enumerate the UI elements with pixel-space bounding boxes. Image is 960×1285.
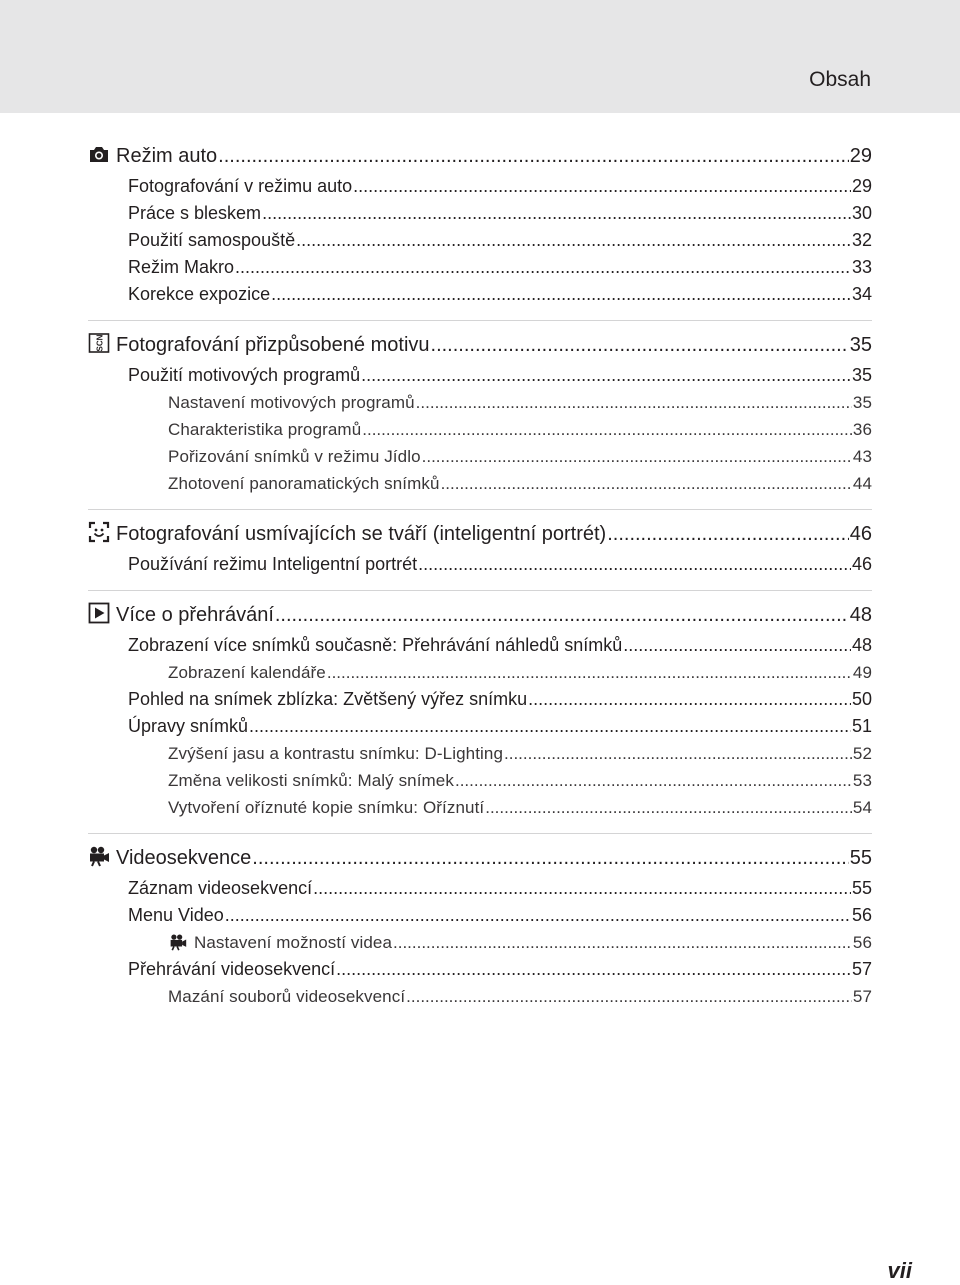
dot-leader xyxy=(607,519,849,548)
page-header xyxy=(0,0,960,113)
toc-entry-page: 57 xyxy=(852,987,872,1006)
dot-leader xyxy=(296,227,851,254)
toc-entry[interactable] xyxy=(88,794,872,821)
smile-portrait-icon xyxy=(88,521,110,543)
toc-entry-page: 56 xyxy=(851,905,872,925)
toc-section xyxy=(88,833,872,1010)
movie-camera-icon xyxy=(168,933,188,951)
toc-entry-label: Mazání souborů videosekvencí xyxy=(168,987,406,1006)
dot-leader xyxy=(225,902,851,929)
toc-entry[interactable] xyxy=(88,200,872,227)
toc-section xyxy=(88,140,872,308)
dot-leader xyxy=(271,281,851,308)
toc-entry-label: Menu Video xyxy=(128,905,224,925)
dot-leader xyxy=(416,389,852,416)
toc-entry-label: Více o přehrávání xyxy=(116,604,274,626)
toc-entry-page: 55 xyxy=(849,847,872,869)
toc-entry-label: Práce s bleskem xyxy=(128,203,262,223)
toc-entry[interactable] xyxy=(88,551,872,578)
dot-leader xyxy=(623,632,851,659)
toc-entry[interactable] xyxy=(88,929,872,956)
toc-entry-page: 48 xyxy=(851,635,872,655)
toc-entry-label: Fotografování usmívajících se tváří (inteligentní portrét) xyxy=(116,523,607,545)
toc-entry[interactable] xyxy=(88,362,872,389)
dot-leader xyxy=(249,713,851,740)
toc-entry-page: 49 xyxy=(852,663,872,682)
dot-leader xyxy=(313,875,851,902)
table-of-contents xyxy=(88,140,872,1010)
toc-entry-page: 29 xyxy=(849,145,872,167)
toc-entry[interactable] xyxy=(88,659,872,686)
toc-entry-page: 34 xyxy=(851,284,872,304)
dot-leader xyxy=(393,929,852,956)
toc-entry-label: Použití samospouště xyxy=(128,230,296,250)
toc-entry-label: Přehrávání videosekvencí xyxy=(128,959,336,979)
toc-entry-label: Režim Makro xyxy=(128,257,235,277)
toc-entry-label: Zvýšení jasu a kontrastu snímku: D-Lighting xyxy=(168,744,504,763)
dot-leader xyxy=(327,659,852,686)
dot-leader xyxy=(262,200,851,227)
dot-leader xyxy=(362,416,852,443)
toc-entry-page: 50 xyxy=(851,689,872,709)
toc-entry-page: 46 xyxy=(851,554,872,574)
toc-entry[interactable] xyxy=(88,767,872,794)
toc-section xyxy=(88,509,872,578)
toc-entry-label: Úpravy snímků xyxy=(128,716,249,736)
toc-entry-page: 57 xyxy=(851,959,872,979)
toc-entry-page: 56 xyxy=(852,933,872,952)
toc-entry-label: Zobrazení více snímků současně: Přehrávání náhledů snímků xyxy=(128,635,623,655)
toc-entry-page: 55 xyxy=(851,878,872,898)
toc-entry-label: Používání režimu Inteligentní portrét xyxy=(128,554,418,574)
dot-leader xyxy=(235,254,851,281)
toc-entry-label: Fotografování přizpůsobené motivu xyxy=(116,334,430,356)
toc-entry-label: Korekce expozice xyxy=(128,284,271,304)
toc-entry-page: 44 xyxy=(852,474,872,493)
toc-entry[interactable] xyxy=(88,470,872,497)
dot-leader xyxy=(275,600,849,629)
camera-icon xyxy=(88,143,110,165)
dot-leader xyxy=(528,686,851,713)
dot-leader xyxy=(504,740,852,767)
toc-entry-page: 32 xyxy=(851,230,872,250)
toc-entry-label: Fotografování v režimu auto xyxy=(128,176,353,196)
dot-leader xyxy=(455,767,852,794)
dot-leader xyxy=(406,983,852,1010)
dot-leader xyxy=(336,956,851,983)
toc-entry[interactable] xyxy=(88,983,872,1010)
toc-section-heading[interactable] xyxy=(88,518,872,548)
svg-text:SCN: SCN xyxy=(95,334,105,352)
dot-leader xyxy=(418,551,851,578)
toc-entry[interactable] xyxy=(88,875,872,902)
toc-entry-label: Nastavení motivových programů xyxy=(168,393,415,412)
page-number: vii xyxy=(887,1258,912,1283)
toc-section xyxy=(88,590,872,821)
dot-leader xyxy=(361,362,851,389)
dot-leader xyxy=(441,470,852,497)
toc-section xyxy=(88,320,872,497)
toc-entry-page: 35 xyxy=(852,393,872,412)
toc-entry-page: 36 xyxy=(852,420,872,439)
toc-entry[interactable] xyxy=(88,281,872,308)
movie-camera-icon xyxy=(88,845,110,867)
toc-entry-label: Pohled na snímek zblízka: Zvětšený výřez snímku xyxy=(128,689,528,709)
playback-icon xyxy=(88,602,110,624)
toc-entry-page: 53 xyxy=(852,771,872,790)
toc-section-heading[interactable] xyxy=(88,599,872,629)
toc-entry-page: 30 xyxy=(851,203,872,223)
dot-leader xyxy=(431,330,849,359)
toc-entry[interactable] xyxy=(88,686,872,713)
toc-section-heading[interactable] xyxy=(88,329,872,359)
toc-entry[interactable] xyxy=(88,389,872,416)
toc-entry[interactable] xyxy=(88,632,872,659)
dot-leader xyxy=(422,443,852,470)
toc-entry-page: 54 xyxy=(852,798,872,817)
toc-entry-label: Režim auto xyxy=(116,145,218,167)
scene-icon xyxy=(88,332,110,354)
toc-entry-page: 52 xyxy=(852,744,872,763)
toc-entry-page: 35 xyxy=(851,365,872,385)
toc-entry-label: Zhotovení panoramatických snímků xyxy=(168,474,440,493)
toc-section-heading[interactable] xyxy=(88,842,872,872)
toc-entry-label: Vytvoření oříznuté kopie snímku: Oříznutí xyxy=(168,798,485,817)
dot-leader xyxy=(485,794,852,821)
toc-entry-label: Pořizování snímků v režimu Jídlo xyxy=(168,447,421,466)
toc-entry-page: 43 xyxy=(852,447,872,466)
toc-section-heading[interactable] xyxy=(88,140,872,170)
toc-entry-label: Videosekvence xyxy=(116,847,252,869)
toc-entry-page: 48 xyxy=(849,604,872,626)
toc-entry-label: Záznam videosekvencí xyxy=(128,878,313,898)
toc-entry[interactable] xyxy=(88,902,872,929)
toc-entry[interactable] xyxy=(88,227,872,254)
toc-entry-label: Charakteristika programů xyxy=(168,420,362,439)
dot-leader xyxy=(353,173,851,200)
toc-entry[interactable] xyxy=(88,956,872,983)
toc-entry-page: 46 xyxy=(849,523,872,545)
toc-entry-page: 51 xyxy=(851,716,872,736)
toc-entry-label: Zobrazení kalendáře xyxy=(168,663,326,682)
toc-entry[interactable] xyxy=(88,173,872,200)
header-title: Obsah xyxy=(809,68,871,91)
toc-entry[interactable] xyxy=(88,443,872,470)
toc-entry-label: Změna velikosti snímků: Malý snímek xyxy=(168,771,454,790)
toc-entry-page: 35 xyxy=(849,334,872,356)
dot-leader xyxy=(252,843,848,872)
toc-entry[interactable] xyxy=(88,713,872,740)
toc-entry[interactable] xyxy=(88,254,872,281)
toc-entry[interactable] xyxy=(88,740,872,767)
toc-entry-label: Použití motivových programů xyxy=(128,365,361,385)
toc-entry-page: 33 xyxy=(851,257,872,277)
toc-entry[interactable] xyxy=(88,416,872,443)
dot-leader xyxy=(218,141,849,170)
toc-entry-page: 29 xyxy=(851,176,872,196)
toc-entry-label: Nastavení možností videa xyxy=(194,933,392,952)
